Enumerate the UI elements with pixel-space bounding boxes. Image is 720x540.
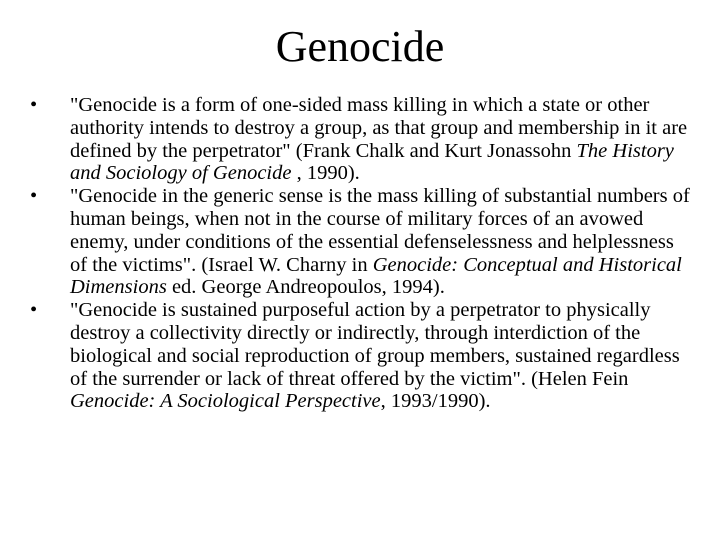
bullet-list [30,94,690,413]
bullet-text [70,94,687,184]
bullet-icon: • [30,185,38,208]
bullet-icon: • [30,299,38,322]
slide-title: Genocide [275,22,445,71]
quote-text: "Genocide in the generic sense is the mass killing of substantial numbers of human beings, when not in the course of military forces of an avowed enemy, under conditions of the essential defenselessness and helplessness of the victims". (Israel W. Charny in [70,185,690,276]
book-title: Genocide: A Sociological Perspective [70,390,381,413]
book-title: Genocide: Conceptual and Historical Dimensions [70,253,682,299]
citation-text: , 1990). [291,162,360,185]
quote-text: "Genocide is sustained purposeful action by a perpetrator to physically destroy a collectivity directly or indirectly, through interdiction of the biological and social reproduction of group members, sustained regardless of the surrender or lack of threat offered by the victim". (Helen Fein [70,299,680,390]
citation-text: ed. George Andreopoulos, 1994). [166,276,445,299]
bullet-text [70,299,680,412]
bullet-item [30,185,690,299]
bullet-icon: • [30,94,38,116]
book-title: The History and Sociology of Genocide [70,139,674,185]
bullet-item [30,94,690,185]
bullet-item [30,299,690,413]
bullet-text [70,185,690,298]
quote-text: "Genocide is a form of one-sided mass killing in which a state or other authority intends to destroy a group, as that group and membership in it are defined by the perpetrator" (Frank Chalk and Kurt Jonassohn [70,94,688,162]
citation-text: , 1993/1990). [380,390,491,413]
